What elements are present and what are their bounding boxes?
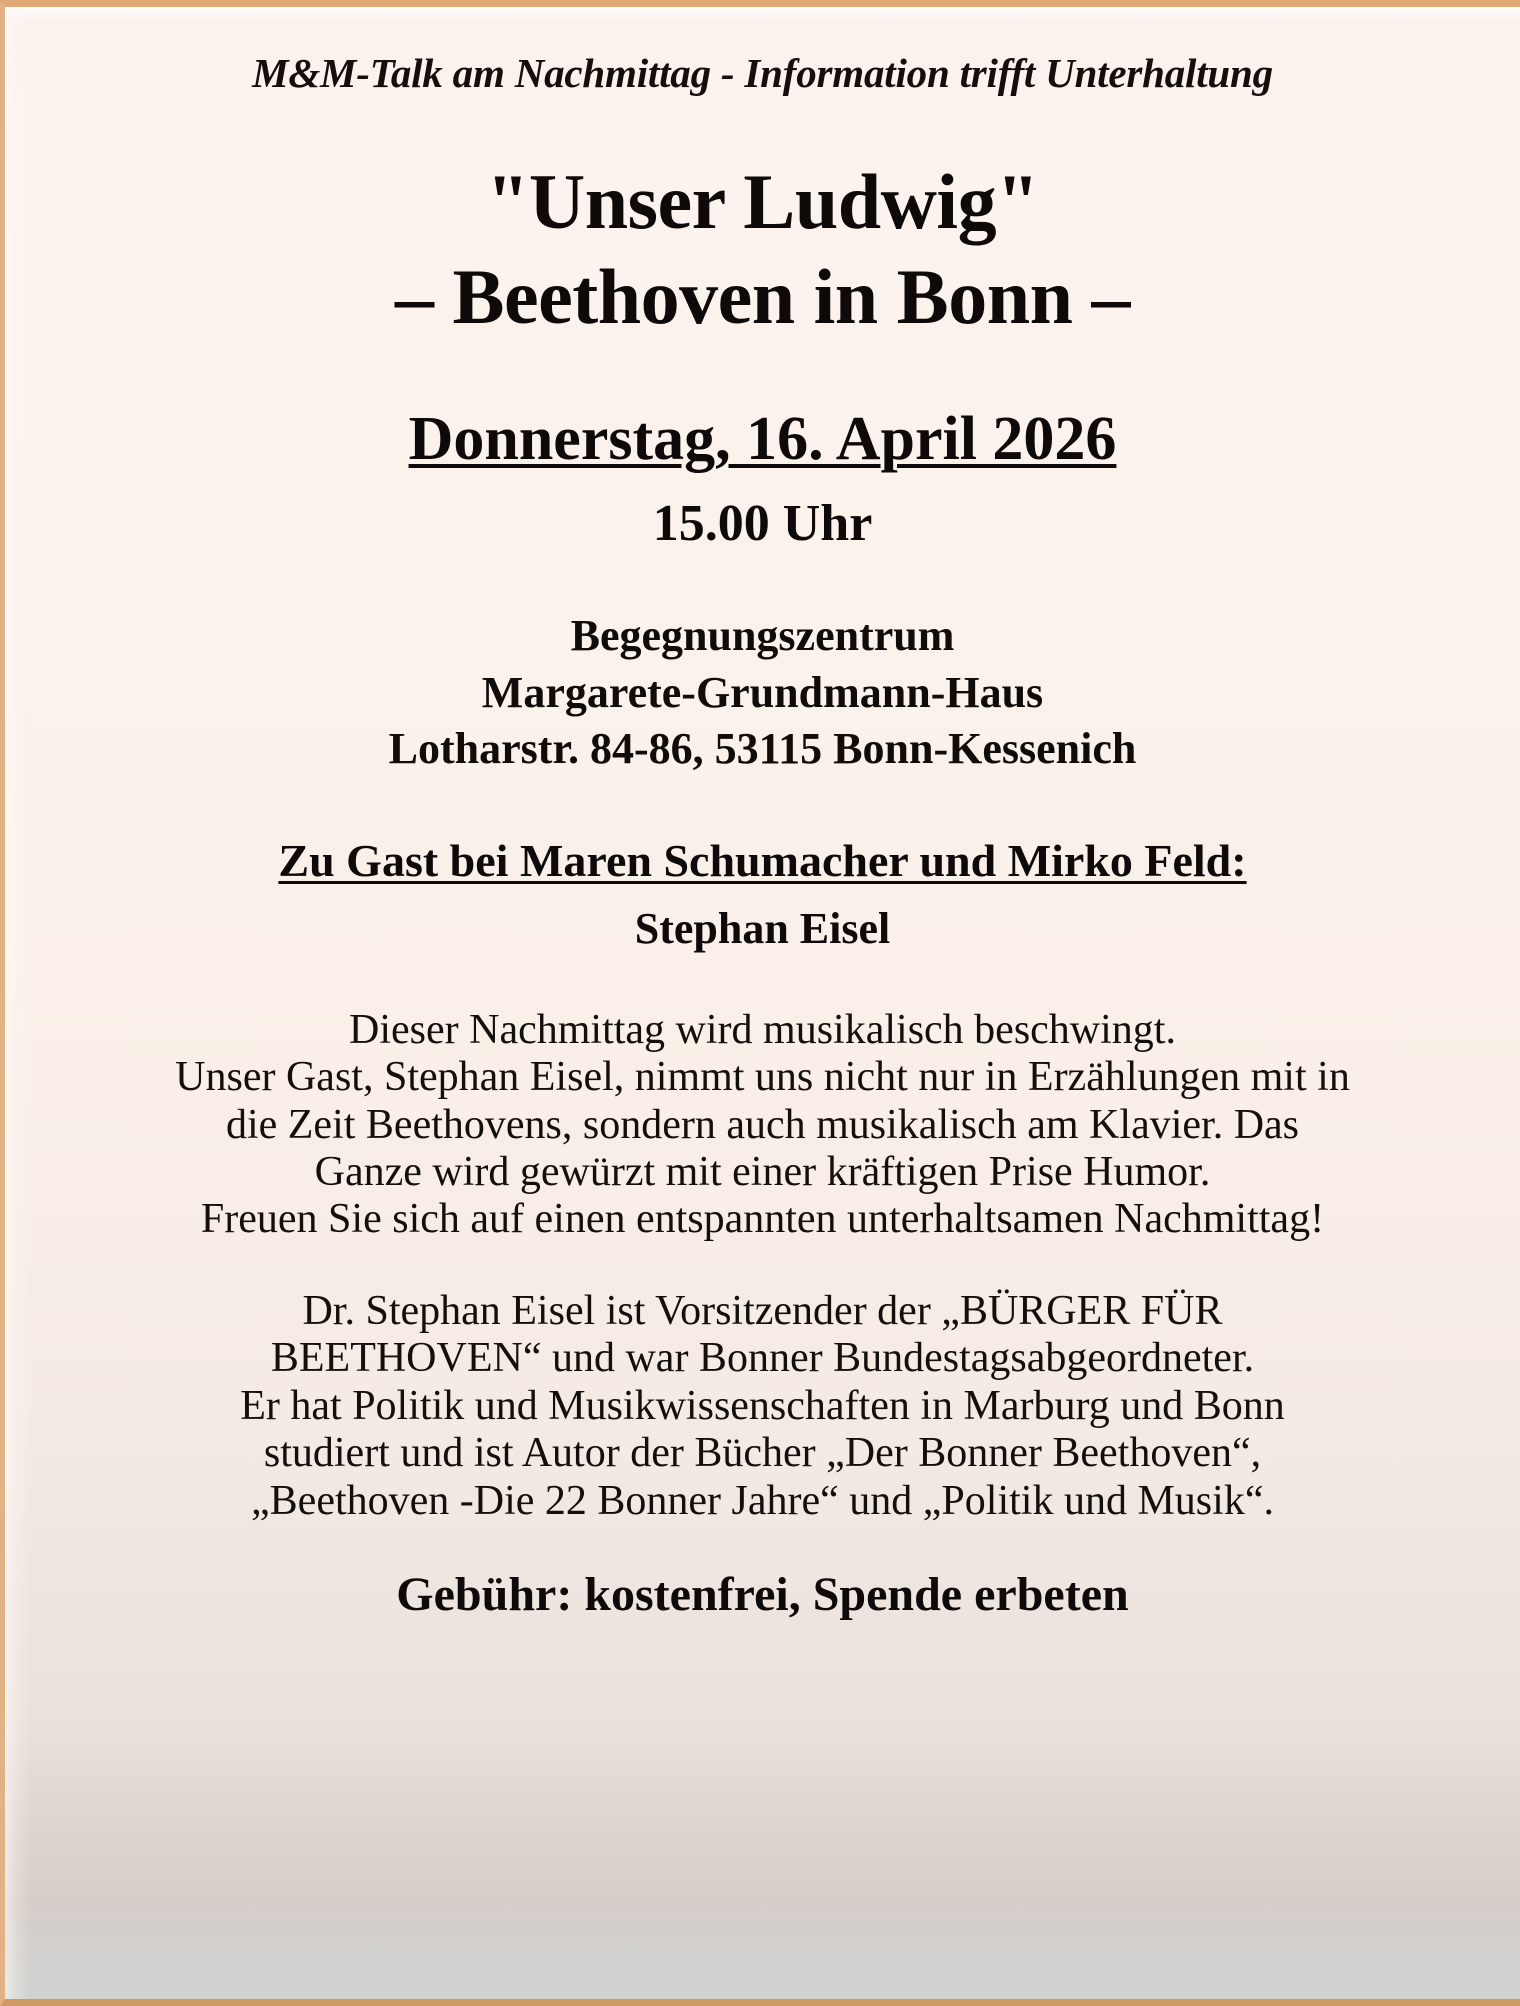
event-time: 15.00 Uhr bbox=[652, 495, 873, 552]
event-venue bbox=[51, 608, 1474, 777]
page-title bbox=[51, 158, 1474, 341]
poster-content bbox=[5, 7, 1520, 1999]
paragraph-1-line-4: Ganze wird gewürzt mit einer kräftigen Prise Humor. bbox=[314, 1148, 1211, 1195]
paragraph-2-line-5: „Beethoven -Die 22 Bonner Jahre“ und „Politik und Musik“. bbox=[251, 1477, 1274, 1524]
paragraph-1-line-5: Freuen Sie sich auf einen entspannten unterhaltsamen Nachmittag! bbox=[200, 1196, 1325, 1243]
paragraph-2-line-1: Dr. Stephan Eisel ist Vorsitzender der „BÜRGER FÜR bbox=[302, 1287, 1223, 1334]
venue-address: Lotharstr. 84-86, 53115 Bonn-Kessenich bbox=[388, 723, 1137, 773]
paragraph-2-line-3: Er hat Politik und Musikwissenschaften in Marburg und Bonn bbox=[240, 1382, 1285, 1429]
venue-line-2: Margarete-Grundmann-Haus bbox=[481, 667, 1044, 717]
event-date-text: Donnerstag, 16. April 2026 bbox=[408, 404, 1117, 473]
description-paragraph-1 bbox=[51, 1007, 1474, 1244]
event-date bbox=[51, 405, 1474, 473]
guest-heading bbox=[51, 835, 1474, 888]
paragraph-1-line-1: Dieser Nachmittag wird musikalisch beschwingt. bbox=[349, 1006, 1176, 1053]
paragraph-1-line-2: Unser Gast, Stephan Eisel, nimmt uns nicht nur in Erzählungen mit in bbox=[175, 1054, 1350, 1101]
paragraph-1-line-3: die Zeit Beethovens, sondern auch musikalisch am Klavier. Das bbox=[225, 1101, 1300, 1148]
title-line-2: – Beethoven in Bonn – bbox=[395, 253, 1130, 341]
paragraph-2-line-4: studiert und ist Autor der Bücher „Der Bonner Beethoven“, bbox=[263, 1430, 1262, 1477]
guest-heading-text: Zu Gast bei Maren Schumacher und Mirko Feld: bbox=[278, 835, 1247, 887]
title-line-1: "Unser Ludwig" bbox=[486, 158, 1039, 246]
fee-note: Gebühr: kostenfrei, Spende erbeten bbox=[396, 1568, 1129, 1622]
description-paragraph-2 bbox=[51, 1288, 1474, 1525]
series-kicker: M&M-Talk am Nachmittag - Information trifft Unterhaltung bbox=[252, 50, 1273, 96]
paragraph-2-line-2: BEETHOVEN“ und war Bonner Bundestagsabgeordneter. bbox=[270, 1335, 1255, 1382]
guest-name: Stephan Eisel bbox=[634, 904, 891, 954]
venue-line-1: Begegnungszentrum bbox=[570, 611, 955, 661]
